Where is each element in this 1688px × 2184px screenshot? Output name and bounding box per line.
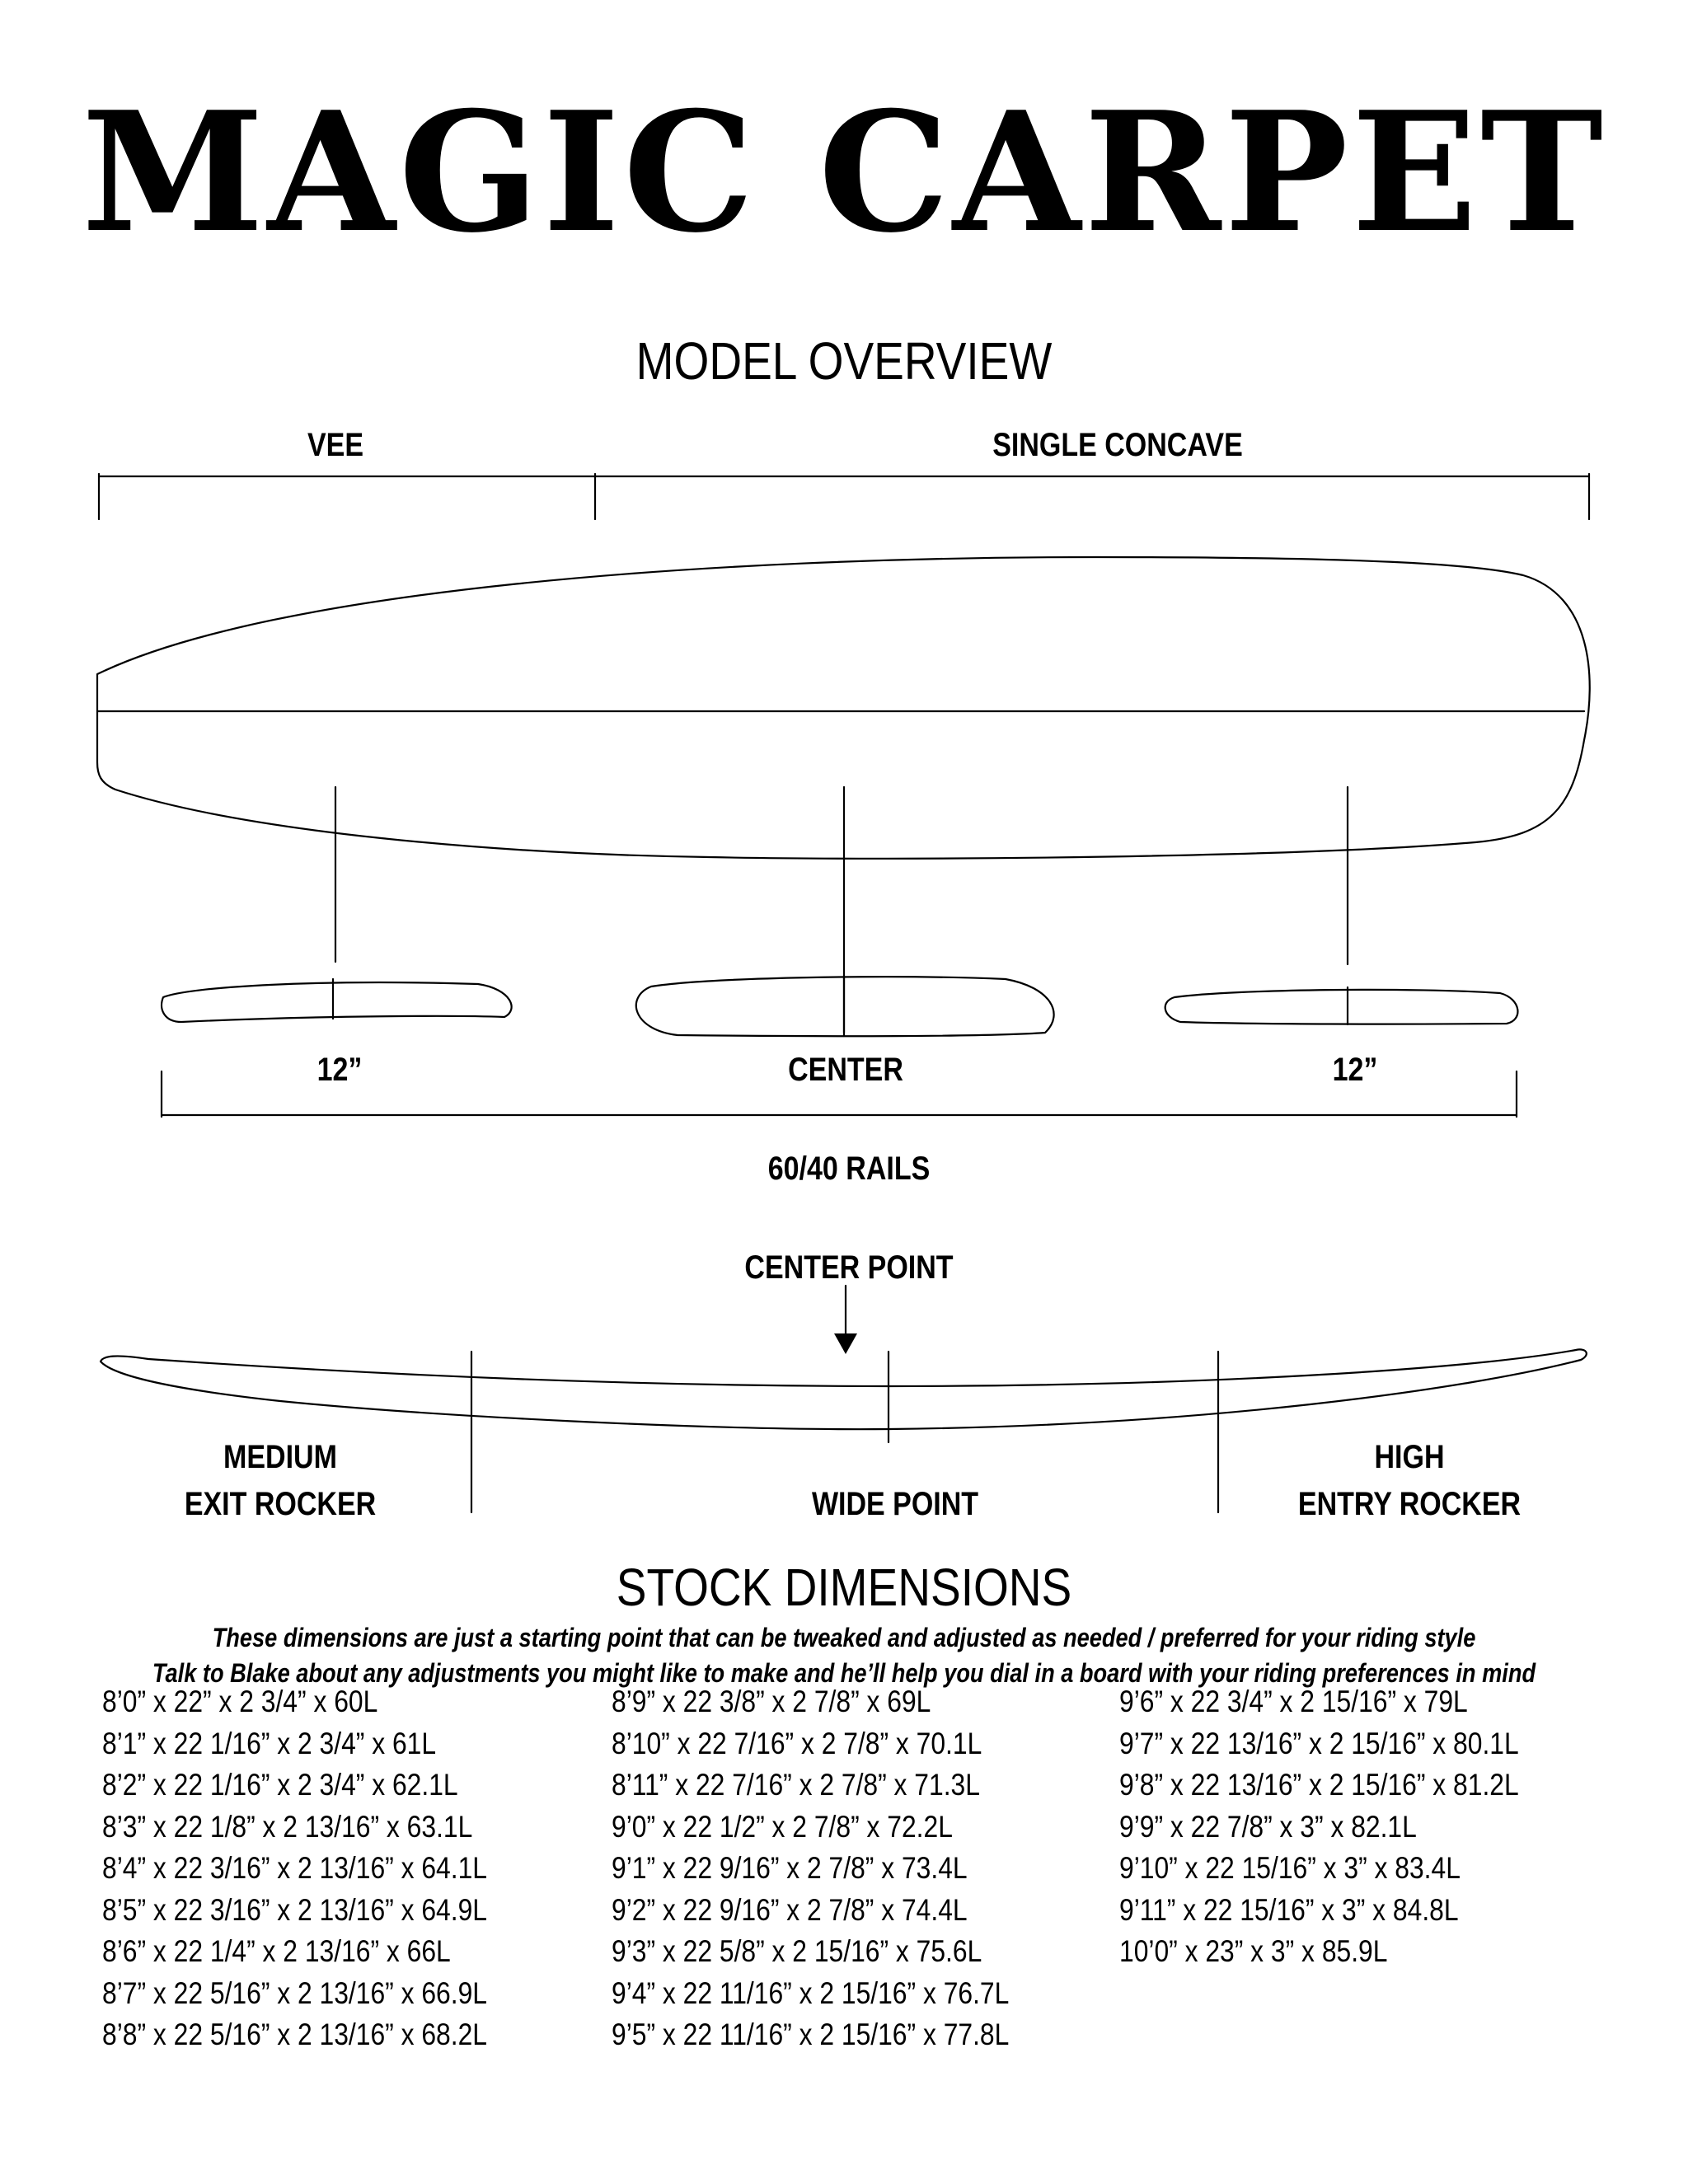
dimension-row: 8’11” x 22 7/16” x 2 7/8” x 71.3L — [612, 1768, 980, 1802]
rail-section-right-label: 12” — [1332, 1052, 1378, 1088]
dimension-row: 9’0” x 22 1/2” x 2 7/8” x 72.2L — [612, 1809, 953, 1844]
dimension-row: 9’10” x 22 15/16” x 3” x 83.4L — [1119, 1851, 1461, 1885]
dimension-row: 8’10” x 22 7/16” x 2 7/8” x 70.1L — [612, 1726, 982, 1760]
entry-rocker-label-line1: HIGH — [1374, 1439, 1445, 1475]
dimension-row: 9’7” x 22 13/16” x 2 15/16” x 80.1L — [1119, 1726, 1519, 1760]
dimension-row: 8’8” x 22 5/16” x 2 13/16” x 68.2L — [102, 2018, 487, 2051]
rail-section-left — [162, 982, 512, 1022]
dimension-row: 9’8” x 22 13/16” x 2 15/16” x 81.2L — [1119, 1768, 1519, 1802]
dimension-row: 9’9” x 22 7/8” x 3” x 82.1L — [1119, 1809, 1417, 1844]
dimension-row: 8’7” x 22 5/16” x 2 13/16” x 66.9L — [102, 1975, 487, 2010]
center-point-label: CENTER POINT — [744, 1249, 954, 1286]
dimension-row: 9’2” x 22 9/16” x 2 7/8” x 74.4L — [612, 1892, 968, 1927]
dimensions-column-3 — [1119, 1681, 1519, 1973]
wide-point-label: WIDE POINT — [811, 1486, 979, 1522]
rail-section-right — [1165, 990, 1518, 1024]
exit-rocker-label-line2: EXIT ROCKER — [184, 1486, 377, 1522]
dimension-row: 9’5” x 22 11/16” x 2 15/16” x 77.8L — [612, 2018, 1010, 2051]
rails-label: 60/40 RAILS — [767, 1151, 931, 1187]
bottom-contour-bracket — [99, 474, 1589, 519]
dimension-row: 8’4” x 22 3/16” x 2 13/16” x 64.1L — [102, 1851, 487, 1885]
dimension-row: 9’4” x 22 11/16” x 2 15/16” x 76.7L — [612, 1975, 1010, 2010]
center-point-arrowhead — [834, 1333, 857, 1354]
rocker-profile — [101, 1349, 1587, 1429]
dimension-row: 8’9” x 22 3/8” x 2 7/8” x 69L — [612, 1685, 931, 1718]
vee-label: VEE — [307, 427, 364, 463]
entry-rocker-label-line2: ENTRY ROCKER — [1297, 1486, 1522, 1522]
exit-rocker-label-line1: MEDIUM — [223, 1439, 337, 1475]
dimensions-note-2: Talk to Blake about any adjustments you might like to make and he’ll help you dial in a board with your riding preferences in mind — [152, 1658, 1536, 1688]
model-overview-heading: MODEL OVERVIEW — [635, 331, 1053, 391]
dimension-row: 9’3” x 22 5/8” x 2 15/16” x 75.6L — [612, 1934, 982, 1968]
dimension-row: 8’0” x 22” x 2 3/4” x 60L — [102, 1685, 378, 1718]
dimension-row: 8’5” x 22 3/16” x 2 13/16” x 64.9L — [102, 1892, 487, 1927]
rail-section-center-label: CENTER — [788, 1052, 903, 1088]
dimension-row: 8’1” x 22 1/16” x 2 3/4” x 61L — [102, 1726, 437, 1760]
rail-section-left-label: 12” — [316, 1052, 363, 1088]
rail-section-center — [636, 977, 1054, 1036]
dimension-row: 8’2” x 22 1/16” x 2 3/4” x 62.1L — [102, 1768, 458, 1802]
dimensions-note-1: These dimensions are just a starting point that can be tweaked and adjusted as needed / preferred for your riding style — [212, 1623, 1476, 1652]
dimension-row: 9’6” x 22 3/4” x 2 15/16” x 79L — [1119, 1685, 1468, 1718]
dimensions-column-2 — [612, 1681, 1009, 2056]
dimension-row: 9’1” x 22 9/16” x 2 7/8” x 73.4L — [612, 1851, 968, 1885]
single-concave-label: SINGLE CONCAVE — [992, 427, 1243, 463]
stock-dimensions-heading: STOCK DIMENSIONS — [616, 1558, 1072, 1617]
dimension-row: 8’6” x 22 1/4” x 2 13/16” x 66L — [102, 1934, 451, 1968]
dimensions-column-1 — [102, 1681, 487, 2056]
dimension-row: 10’0” x 23” x 3” x 85.9L — [1119, 1934, 1388, 1968]
dimension-row: 8’3” x 22 1/8” x 2 13/16” x 63.1L — [102, 1809, 473, 1844]
dimension-row: 9’11” x 22 15/16” x 3” x 84.8L — [1119, 1892, 1459, 1927]
page-title: MAGIC CARPET — [82, 76, 1606, 269]
